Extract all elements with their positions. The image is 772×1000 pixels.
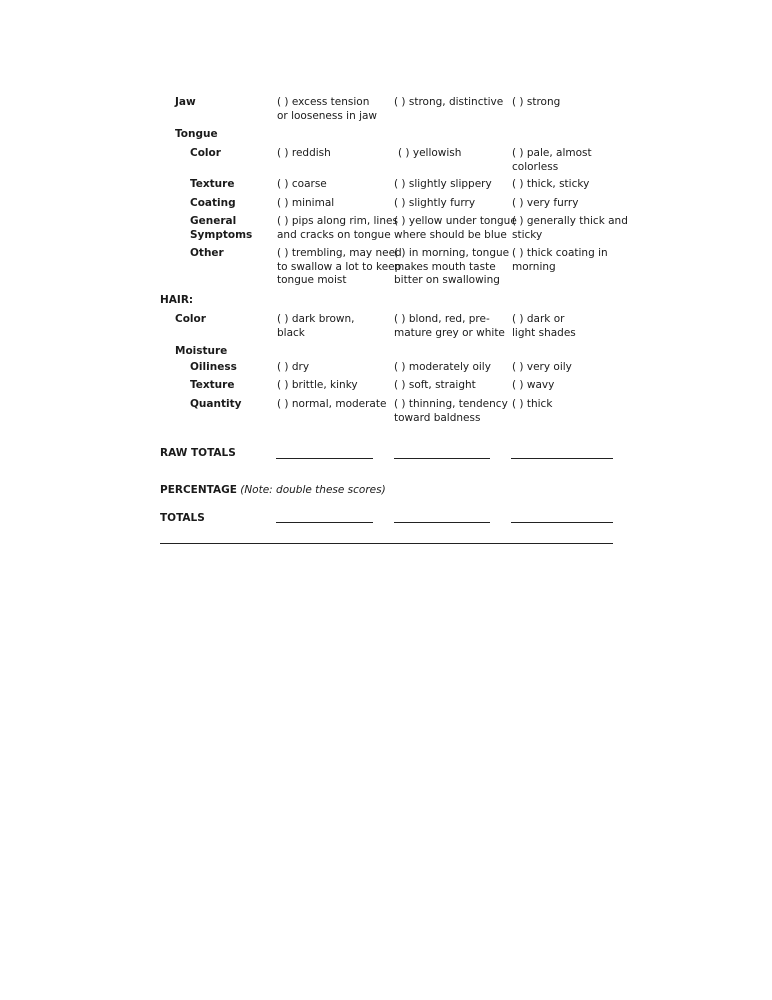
hair-color-option-2[interactable]: ( ) blond, red, pre- mature grey or white [394, 313, 505, 339]
jaw-option-3[interactable]: ( ) strong [512, 96, 561, 108]
tongue-texture-option-3[interactable]: ( ) thick, sticky [512, 178, 590, 190]
jaw-label: Jaw [175, 96, 196, 108]
tongue-general-option-2[interactable]: ( ) yellow under tongue where should be blue [394, 215, 517, 241]
hair-heading: HAIR: [160, 294, 194, 306]
hair-texture-option-3[interactable]: ( ) wavy [512, 379, 555, 391]
raw-total-blank-3[interactable] [511, 458, 613, 459]
tongue-coating-option-3[interactable]: ( ) very furry [512, 197, 579, 209]
quantity-label: Quantity [190, 398, 242, 410]
hair-color-option-1[interactable]: ( ) dark brown, black [277, 313, 355, 339]
jaw-option-1[interactable]: ( ) excess tension or looseness in jaw [277, 96, 378, 122]
tongue-texture-label: Texture [190, 178, 235, 190]
total-blank-2[interactable] [394, 522, 490, 523]
hair-texture-label: Texture [190, 379, 235, 391]
tongue-color-option-3[interactable]: ( ) pale, almost colorless [512, 147, 592, 173]
jaw-option-2[interactable]: ( ) strong, distinctive [394, 96, 504, 108]
percentage-label: PERCENTAGE [160, 484, 237, 496]
oiliness-option-2[interactable]: ( ) moderately oily [394, 361, 491, 373]
quantity-option-2[interactable]: ( ) thinning, tendency toward baldness [394, 398, 508, 424]
tongue-color-label: Color [190, 147, 221, 159]
raw-totals-label: RAW TOTALS [160, 447, 236, 459]
total-blank-3[interactable] [511, 522, 613, 523]
tongue-general-option-1[interactable]: ( ) pips along rim, lines and cracks on tongue [277, 215, 398, 241]
bottom-rule [160, 543, 613, 544]
tongue-other-option-3[interactable]: ( ) thick coating in morning [512, 247, 608, 273]
tongue-color-option-1[interactable]: ( ) reddish [277, 147, 331, 159]
hair-texture-option-2[interactable]: ( ) soft, straight [394, 379, 476, 391]
tongue-other-label: Other [190, 247, 224, 259]
moisture-heading: Moisture [175, 345, 228, 357]
tongue-texture-option-1[interactable]: ( ) coarse [277, 178, 327, 190]
percentage-note: (Note: double these scores) [240, 484, 386, 496]
tongue-texture-option-2[interactable]: ( ) slightly slippery [394, 178, 492, 190]
tongue-coating-label: Coating [190, 197, 236, 209]
quantity-option-3[interactable]: ( ) thick [512, 398, 553, 410]
quantity-option-1[interactable]: ( ) normal, moderate [277, 398, 387, 410]
oiliness-label: Oiliness [190, 361, 237, 373]
hair-color-label: Color [175, 313, 206, 325]
oiliness-option-3[interactable]: ( ) very oily [512, 361, 572, 373]
percentage-heading [160, 484, 386, 498]
tongue-general-symptoms-label: General Symptoms [190, 215, 253, 241]
totals-label: TOTALS [160, 512, 205, 524]
total-blank-1[interactable] [276, 522, 373, 523]
tongue-other-option-1[interactable]: ( ) trembling, may need to swallow a lot to keep tongue moist [277, 247, 402, 286]
tongue-color-option-2[interactable]: ( ) yellowish [398, 147, 462, 159]
tongue-general-option-3[interactable]: ( ) generally thick and sticky [512, 215, 628, 241]
tongue-coating-option-1[interactable]: ( ) minimal [277, 197, 335, 209]
tongue-heading: Tongue [175, 128, 218, 140]
hair-texture-option-1[interactable]: ( ) brittle, kinky [277, 379, 358, 391]
raw-total-blank-2[interactable] [394, 458, 490, 459]
hair-color-option-3[interactable]: ( ) dark or light shades [512, 313, 576, 339]
tongue-coating-option-2[interactable]: ( ) slightly furry [394, 197, 476, 209]
tongue-other-option-2[interactable]: ( ) in morning, tongue makes mouth taste bitter on swallowing [394, 247, 510, 286]
raw-total-blank-1[interactable] [276, 458, 373, 459]
oiliness-option-1[interactable]: ( ) dry [277, 361, 310, 373]
